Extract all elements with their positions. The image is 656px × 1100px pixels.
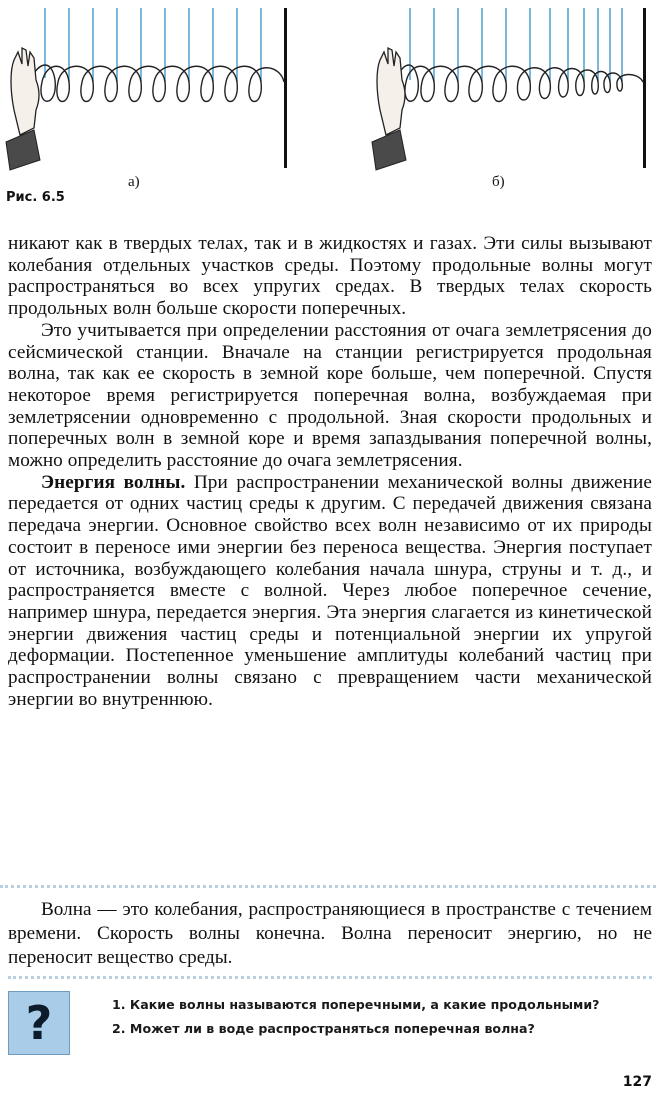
figure-caption: Рис. 6.5 (6, 190, 65, 205)
paragraph: Это учитывается при определении расстояния от очага землетрясения до сейсмической станции. Вначале на станции регистрируется продольная волна, так как ее скорость в земной коре больше, чем поперечной. Спустя некоторое время регистрируется поперечная волна, возбуждаемая при землетрясении одновременно с продольной. Зная скорости продольных и поперечных волн в земной коре и время запаздывания поперечной волны, можно определить расстояние до очага землетрясения. (8, 319, 652, 472)
summary-content: Волна — это колебания, распространяющиеся в пространстве с течением времени. Скорость волны конечна. Волна переносит энергию, но не переносит вещество среды. (8, 899, 652, 968)
panel-b-label: б) (492, 174, 505, 190)
section-heading: Энергия волны. (41, 471, 186, 493)
spring-diagram (0, 0, 656, 215)
question-icon-box (8, 991, 70, 1055)
panel-a-illustration (6, 8, 287, 170)
paragraph: никают как в твердых телах, так и в жидкостях и газах. Эти силы вызывают колебания отдельных участков среды. Поэтому продольные волны могут распространяться во всех упругих средах. В твердых телах скорость продольных волн больше скорости поперечных. (8, 233, 652, 320)
paragraph (8, 472, 652, 711)
main-text (8, 233, 652, 710)
paragraph-text: При распространении механической волны движение передается от одних частиц среды к другим. С передачей движения связана передача энергии. Основное свойство всех волн независимо от их природы состоит в переносе ими энергии без переноса вещества. Энергия поступает от источника, возбуждающего колебания начала шнура, струны и т. д., и распространяется вместе с волной. Через любое поперечное сечение, например шнура, передается энергия. Эта энергия слагается из кинетической энергии движения частиц среды и потенциальной энергии их упругой деформации. Постепенное уменьшение амплитуды колебаний частиц при распространении волны связано с превращением части механической энергии во внутреннюю. (8, 471, 652, 710)
questions-list (112, 993, 652, 1041)
summary-text (8, 898, 652, 979)
panel-b-illustration (372, 8, 646, 170)
page-number: 127 (622, 1074, 652, 1090)
question-item: 1. Какие волны называются поперечными, а какие продольными? (112, 997, 600, 1012)
panel-a-label: а) (128, 174, 140, 190)
question-mark-icon: ? (25, 996, 53, 1050)
figure-6-5 (0, 0, 656, 215)
question-item: 2. Может ли в воде распространяться поперечная волна? (112, 1021, 535, 1036)
summary-block (0, 885, 656, 974)
